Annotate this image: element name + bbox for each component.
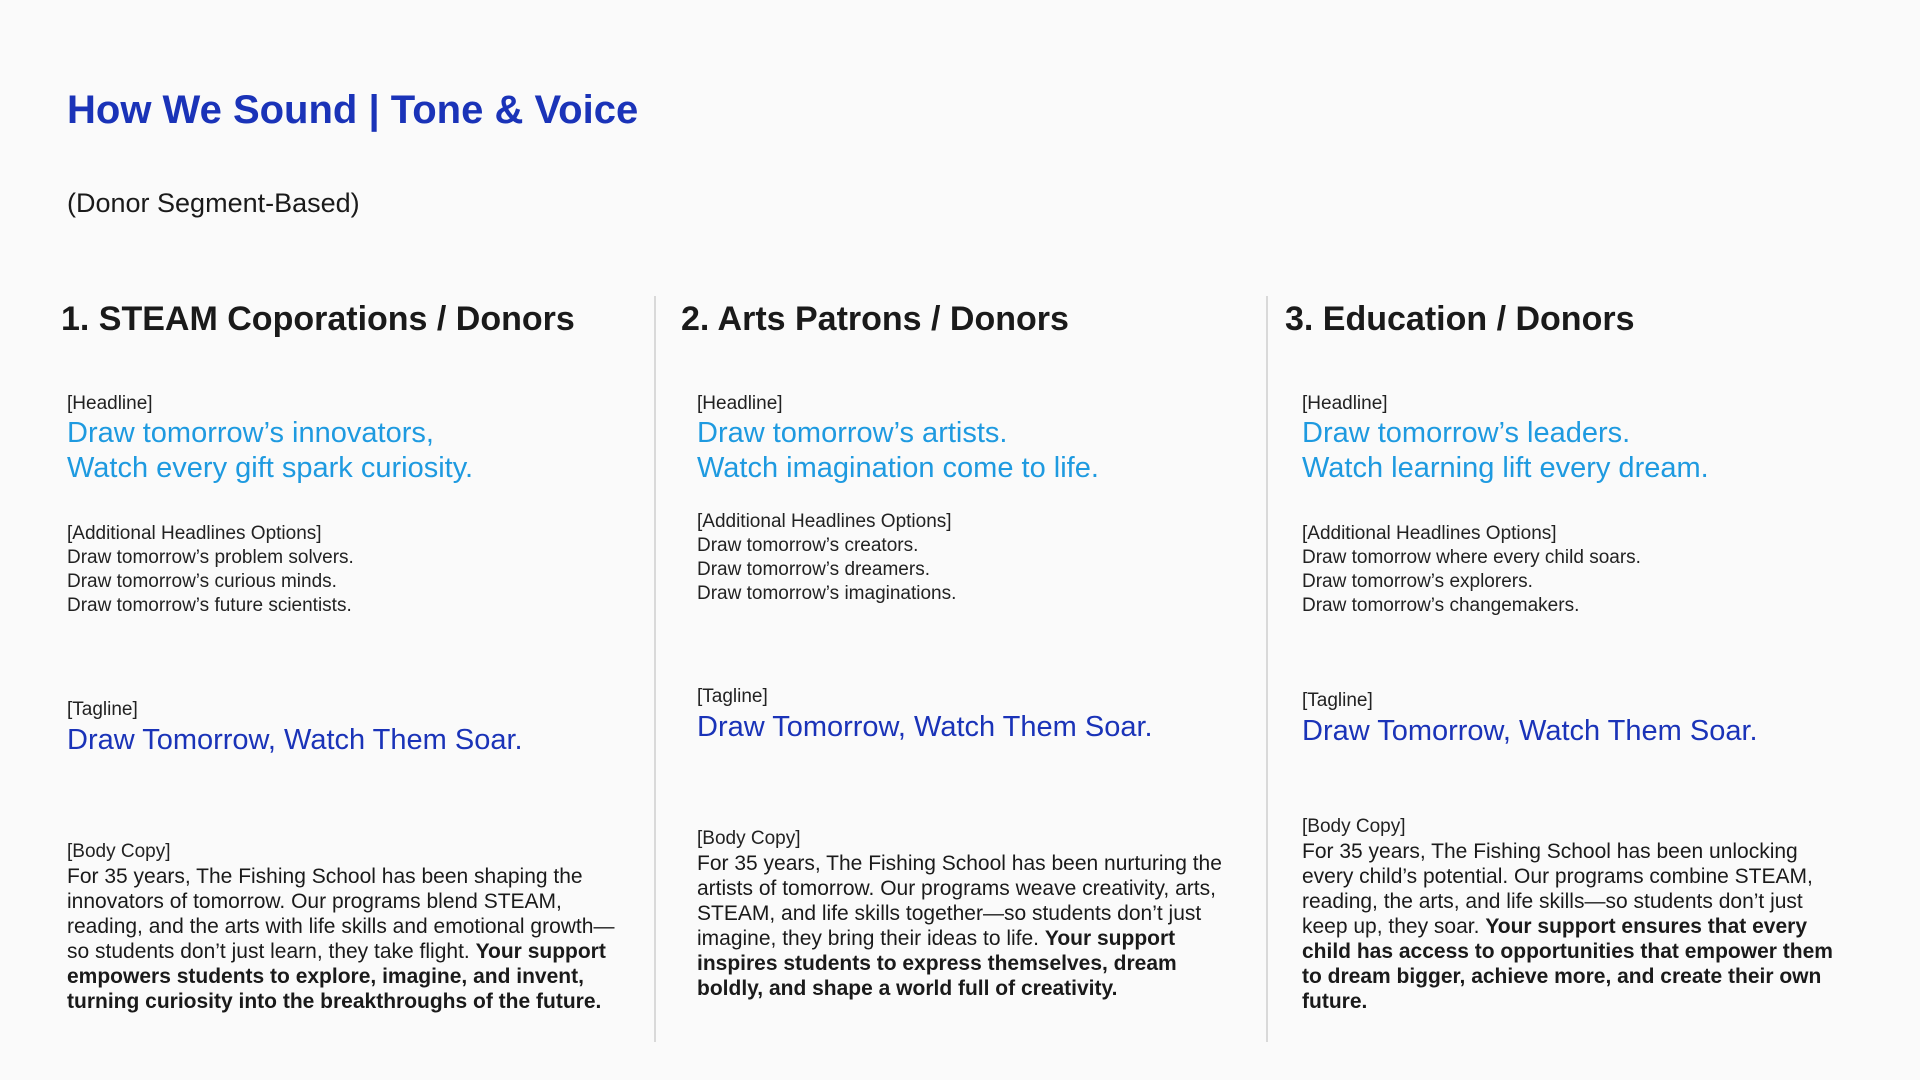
headline-label: [Headline]: [1302, 393, 1388, 414]
additional-headlines-block: [1302, 522, 1641, 618]
headline-line: Draw tomorrow’s innovators,: [67, 417, 434, 449]
additional-headlines-block: [697, 510, 956, 606]
body-copy-block: [697, 827, 1237, 1001]
additional-headlines-label: [Additional Headlines Options]: [1302, 523, 1557, 544]
headline-block: [67, 392, 473, 486]
body-copy-label: [Body Copy]: [1302, 816, 1406, 837]
body-copy-regular: For 35 years, The Fishing School has been nurturing the artists of tomorrow. Our programs weave creativity, arts, STEAM, and life skills together—so students don’t just imagine, they bring their ideas to life.: [697, 852, 1222, 950]
tagline-block: [697, 685, 1153, 745]
body-copy-text: [1302, 839, 1842, 1014]
tagline-label: [Tagline]: [67, 699, 138, 720]
headline-line: Draw tomorrow’s leaders.: [1302, 417, 1631, 449]
headline-line: Draw tomorrow’s artists.: [697, 417, 1008, 449]
headline-option: Draw tomorrow’s changemakers.: [1302, 595, 1580, 616]
headline-label: [Headline]: [67, 393, 153, 414]
headline-option: Draw tomorrow’s future scientists.: [67, 595, 352, 616]
headline-block: [697, 392, 1099, 486]
headline-line: Watch every gift spark curiosity.: [67, 452, 474, 484]
headline-label: [Headline]: [697, 393, 783, 414]
column-heading: 1. STEAM Coporations / Donors: [61, 300, 575, 338]
tagline-text: Draw Tomorrow, Watch Them Soar.: [1302, 715, 1758, 747]
headline-option: Draw tomorrow’s dreamers.: [697, 559, 930, 580]
additional-headlines-label: [Additional Headlines Options]: [67, 523, 322, 544]
headline-option: Draw tomorrow’s creators.: [697, 535, 919, 556]
body-copy-text: [697, 851, 1237, 1001]
headline-option: Draw tomorrow’s explorers.: [1302, 571, 1533, 592]
body-copy-emphasis: Your support empowers students to explore, imagine, and invent, turning curiosity into the breakthroughs of the future.: [67, 940, 606, 1013]
headline-line: Watch imagination come to life.: [697, 452, 1099, 484]
tagline-label: [Tagline]: [697, 686, 768, 707]
body-copy-text: [67, 864, 615, 1014]
column-heading: 3. Education / Donors: [1285, 300, 1635, 338]
additional-headlines-label: [Additional Headlines Options]: [697, 511, 952, 532]
body-copy-regular: For 35 years, The Fishing School has been shaping the innovators of tomorrow. Our programs blend STEAM, reading, and the arts with life skills and emotional growth—so students don’t just learn, they take flight.: [67, 865, 615, 963]
tagline-block: [1302, 689, 1758, 749]
column-divider: [1266, 296, 1268, 1042]
column-heading: 2. Arts Patrons / Donors: [681, 300, 1069, 338]
headline-line: Watch learning lift every dream.: [1302, 452, 1709, 484]
body-copy-block: [67, 840, 615, 1014]
tagline-block: [67, 698, 523, 758]
body-copy-label: [Body Copy]: [697, 828, 801, 849]
page-title: How We Sound | Tone & Voice: [67, 88, 639, 132]
body-copy-label: [Body Copy]: [67, 841, 171, 862]
headline-option: Draw tomorrow’s curious minds.: [67, 571, 337, 592]
headline-option: Draw tomorrow where every child soars.: [1302, 547, 1641, 568]
body-copy-regular: For 35 years, The Fishing School has been unlocking every child’s potential. Our programs combine STEAM, reading, the arts, and life skills—so students don’t just keep up, they soar.: [1302, 840, 1813, 938]
page-subtitle: (Donor Segment-Based): [67, 188, 360, 218]
headline-block: [1302, 392, 1709, 486]
headline-option: Draw tomorrow’s problem solvers.: [67, 547, 354, 568]
tagline-text: Draw Tomorrow, Watch Them Soar.: [67, 724, 523, 756]
tagline-label: [Tagline]: [1302, 690, 1373, 711]
body-copy-block: [1302, 815, 1842, 1014]
headline-option: Draw tomorrow’s imaginations.: [697, 583, 957, 604]
tagline-text: Draw Tomorrow, Watch Them Soar.: [697, 711, 1153, 743]
body-copy-emphasis: Your support inspires students to express themselves, dream boldly, and shape a world full of creativity.: [697, 927, 1177, 1000]
body-copy-emphasis: Your support ensures that every child has access to opportunities that empower them to dream bigger, achieve more, and create their own future.: [1302, 915, 1833, 1013]
additional-headlines-block: [67, 522, 354, 618]
column-divider: [654, 296, 656, 1042]
